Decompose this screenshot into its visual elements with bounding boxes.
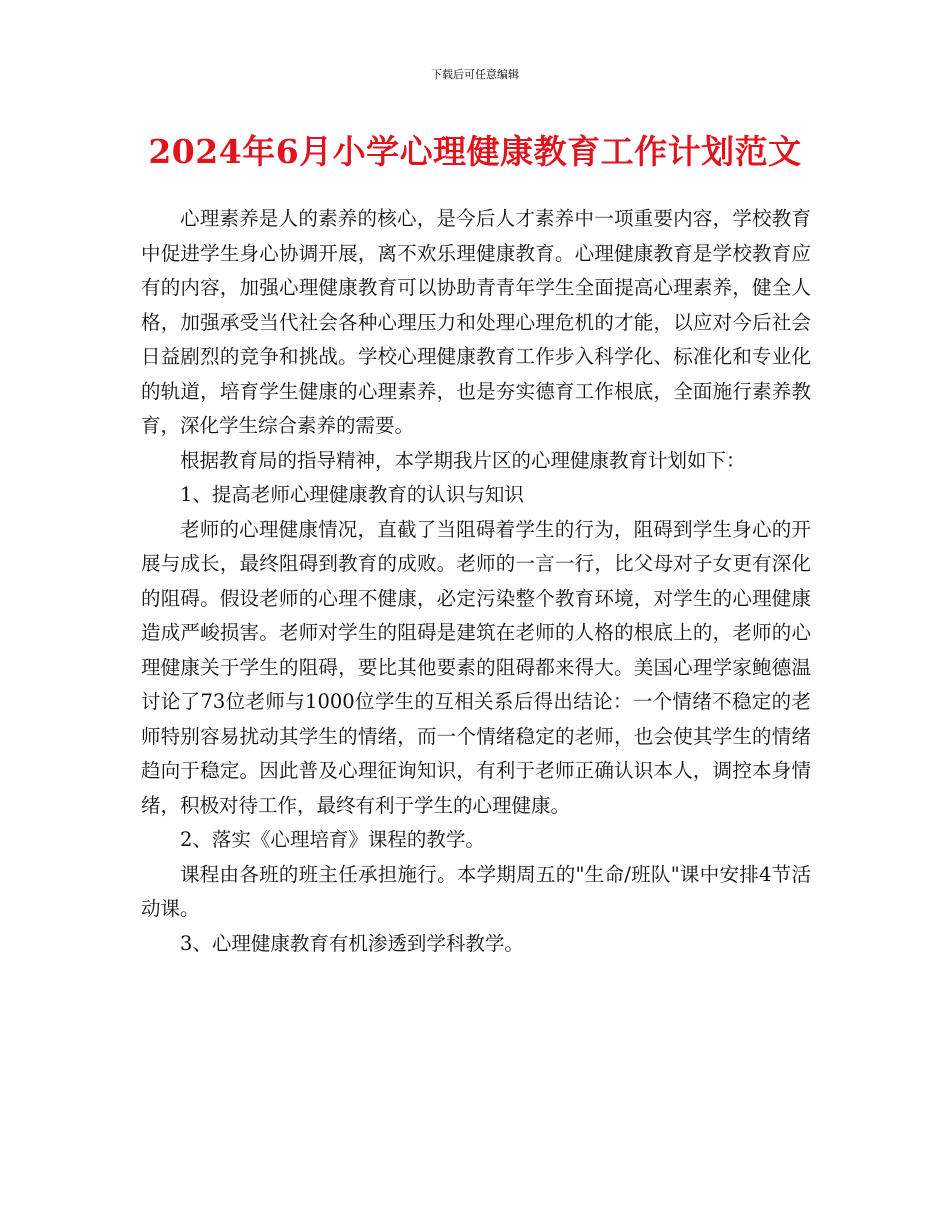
document-body: [141, 202, 811, 961]
document-title: 2024年6月小学心理健康教育工作计划范文: [148, 132, 802, 171]
paragraph-guidance: 根据教育局的指导精神，本学期我片区的心理健康教育计划如下：: [180, 448, 746, 472]
section-heading-1: 1、提高老师心理健康教育的认识与知识: [180, 483, 524, 506]
paragraph-intro: 心理素养是人的素养的核心，是今后人才素养中一项重要内容，学校教育中促进学生身心协调开展，离不欢乐理健康教育。心理健康教育是学校教育应有的内容，加强心理健康教育可以协助青青年学生全面提高心理素养，健全人格，加强承受当代社会各种心理压力和处理心理危机的才能，以应对今后社会日益剧烈的竞争和挑战。学校心理健康教育工作步入科学化、标准化和专业化的轨道，培育学生健康的心理素养，也是夯实德育工作根底，全面施行素养教育，深化学生综合素养的需要。: [141, 207, 811, 437]
paragraph-course: 课程由各班的班主任承担施行。本学期周五的"生命/班队"课中安排4节活动课。: [141, 862, 811, 920]
paragraph-teacher-health: 老师的心理健康情况，直截了当阻碍着学生的行为，阻碍到学生身心的开展与成长，最终阻碍到教育的成败。老师的一言一行，比父母对子女更有深化的阻碍。假设老师的心理不健康，必定污染整个教育环境，对学生的心理健康造成严峻损害。老师对学生的阻碍是建筑在老师的人格的根底上的，老师的心理健康关于学生的阻碍，要比其他要素的阻碍都来得大。美国心理学家鲍德温讨论了73位老师与1000位学生的互相关系后得出结论：一个情绪不稳定的老师特别容易扰动其学生的情绪，而一个情绪稳定的老师，也会使其学生的情绪趋向于稳定。因此普及心理征询知识，有利于老师正确认识本人，调控本身情绪，积极对待工作，最终有利于学生的心理健康。: [141, 517, 811, 817]
section-heading-2: 2、落实《心理培育》课程的教学。: [180, 828, 485, 851]
header-note: 下载后可任意编辑: [431, 68, 519, 81]
section-heading-3: 3、心理健康教育有机渗透到学科教学。: [180, 931, 524, 955]
